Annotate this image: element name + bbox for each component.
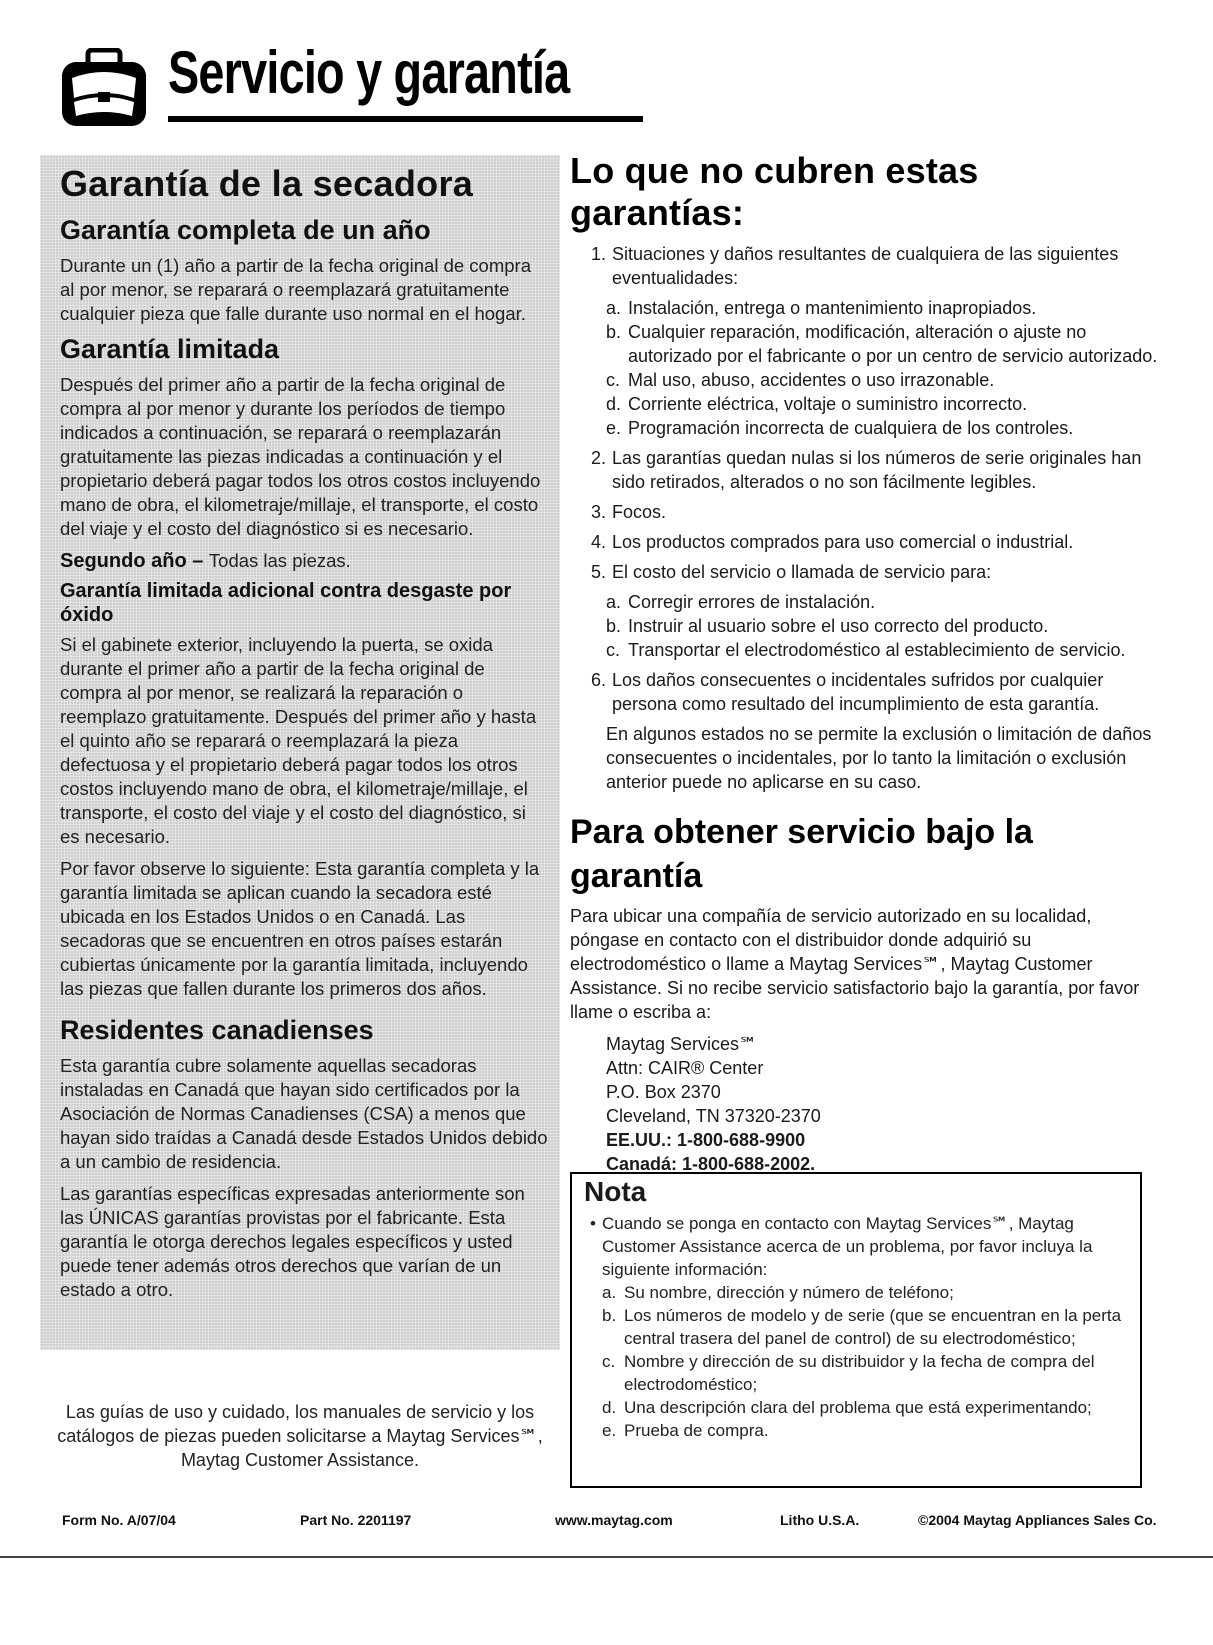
sub-letter: e.	[606, 418, 622, 438]
list-text: Los productos comprados para uso comercial o industrial.	[612, 532, 1074, 552]
sub-text: Instruir al usuario sobre el uso correcto del producto.	[628, 616, 1049, 636]
website-link[interactable]: www.maytag.com	[555, 1512, 673, 1528]
nota-letter: c.	[602, 1352, 616, 1371]
dryer-warranty-heading: Garantía de la secadora	[60, 163, 474, 204]
part-number: Part No. 2201197	[300, 1512, 412, 1528]
sub-item	[606, 368, 1160, 392]
sub-item	[606, 320, 1160, 368]
list-item	[570, 500, 1160, 524]
nota-heading: Nota	[584, 1176, 647, 1207]
nota-letter: d.	[602, 1398, 617, 1417]
list-text: Los daños consecuentes o incidentales sufridos por cualquier persona como resultado del incumplimiento de esta garantía.	[612, 670, 1104, 714]
sub-item	[606, 416, 1160, 440]
list-number: 3.	[590, 502, 606, 522]
nota-text: Prueba de compra.	[624, 1421, 769, 1440]
list-number: 4.	[590, 532, 606, 552]
list-item	[570, 530, 1160, 554]
obtain-service-text: Para ubicar una compañía de servicio autorizado en su localidad, póngase en contacto con el distribuidor donde adquirió su electrodoméstico o llame a Maytag Services℠, Maytag Customer Assistance. Si no recibe servicio satisfactorio bajo la garantía, por favor llame o escriba a:	[570, 906, 1140, 1022]
sub-text: Mal uso, abuso, accidentes o uso irrazonable.	[628, 370, 995, 390]
nota-bullet-text: Cuando se ponga en contacto con Maytag Services℠, Maytag Customer Assistance acerca de un problema, por favor incluya la siguiente información:	[602, 1214, 1093, 1279]
title-underline	[168, 116, 643, 122]
sub-text: Corregir errores de instalación.	[628, 592, 876, 612]
bottom-rule	[0, 1556, 1213, 1558]
state-exclusion-note: En algunos estados no se permite la exclusión o limitación de daños consecuentes o incidentales, por lo tanto la limitación o exclusión anterior puede no aplicarse en su caso.	[606, 724, 1152, 792]
nota-item	[602, 1396, 1126, 1419]
sub-text: Transportar el electrodoméstico al establecimiento de servicio.	[628, 640, 1126, 660]
copyright: ©2004 Maytag Appliances Sales Co.	[918, 1512, 1157, 1528]
list-number: 5.	[590, 562, 606, 582]
sub-letter: b.	[606, 616, 622, 636]
sub-text: Programación incorrecta de cualquiera de los controles.	[628, 418, 1074, 438]
canadian-residents-text: Esta garantía cubre solamente aquellas secadoras instaladas en Canadá que hayan sido certificados por la Asociación de Normas Canadienses (CSA) a menos que hayan sido traídas a Canadá desde Estados Unidos debido a un cambio de residencia.	[60, 1055, 548, 1172]
sub-item	[606, 590, 1160, 614]
sub-text: Corriente eléctrica, voltaje o suministro incorrecto.	[628, 394, 1028, 414]
rust-warranty-heading: Garantía limitada adicional contra desgaste por óxido	[60, 580, 512, 626]
sub-item	[606, 614, 1160, 638]
sub-text: Cualquier reparación, modificación, alteración o ajuste no autorizado por el fabricante o por un centro de servicio autorizado.	[628, 322, 1158, 366]
list-item	[570, 560, 1160, 584]
litho-label: Litho U.S.A.	[780, 1512, 860, 1528]
bullet-icon: •	[590, 1214, 596, 1233]
sub-letter: a.	[606, 592, 622, 612]
limited-warranty-heading: Garantía limitada	[60, 334, 280, 364]
form-number: Form No. A/07/04	[62, 1512, 176, 1528]
nota-letter: a.	[602, 1283, 617, 1302]
not-covered-list	[570, 242, 1160, 794]
list-number: 1.	[590, 244, 606, 264]
sub-letter: c.	[606, 370, 621, 390]
address-line: P.O. Box 2370	[606, 1082, 721, 1102]
sub-item	[606, 296, 1160, 320]
nota-item	[602, 1350, 1126, 1396]
list-number: 2.	[590, 448, 606, 468]
list-text: Focos.	[612, 502, 667, 522]
full-warranty-heading: Garantía completa de un año	[60, 215, 431, 245]
sub-letter: d.	[606, 394, 622, 414]
sub-item	[606, 392, 1160, 416]
nota-item	[602, 1304, 1126, 1350]
canada-phone: Canadá: 1-800-688-2002.	[606, 1154, 816, 1174]
nota-item	[602, 1281, 1126, 1304]
address-line: Attn: CAIR® Center	[606, 1058, 764, 1078]
sub-text: Instalación, entrega o mantenimiento inapropiados.	[628, 298, 1037, 318]
right-column	[570, 150, 1160, 1176]
nota-letter: b.	[602, 1306, 617, 1325]
list-number: 6.	[590, 670, 606, 690]
nota-text: Su nombre, dirección y número de teléfono;	[624, 1283, 954, 1302]
nota-text: Los números de modelo y de serie (que se encuentran en la perta central trasera del panel de control) de su electrodoméstico;	[624, 1306, 1122, 1348]
toolbox-icon	[58, 48, 150, 128]
address-line: Cleveland, TN 37320-2370	[606, 1106, 821, 1126]
dryer-warranty-panel	[40, 155, 560, 1645]
sub-item	[606, 638, 1160, 662]
service-address	[606, 1032, 1160, 1176]
manuals-note	[40, 1400, 560, 1472]
list-text: Situaciones y daños resultantes de cualquiera de las siguientes eventualidades:	[612, 244, 1119, 288]
limited-warranty-text: Después del primer año a partir de la fecha original de compra al por menor y durante los períodos de tiempo indicados a continuación, se reparará o reemplazarán gratuitamente las piezas indicadas a continuación y el propietario deberá pagar todos los otros costos incluyendo mano de obra, el kilometraje/millaje, el transporte, el costo del viaje y el costo del diagnóstico si es necesario.	[60, 374, 541, 539]
address-line: Maytag Services℠	[606, 1034, 758, 1054]
specific-warranties-text: Las garantías específicas expresadas anteriormente son las ÚNICAS garantías provistas por el fabricante. Esta garantía le otorga derechos legales específicos y usted puede tener además otros derechos que varían de un estado a otro.	[60, 1183, 525, 1300]
manuals-note-line: Maytag Customer Assistance.	[180, 1450, 420, 1470]
second-year-label: Segundo año –	[60, 550, 204, 572]
list-item	[570, 446, 1160, 494]
obtain-service-heading: Para obtener servicio bajo la garantía	[570, 813, 1033, 895]
list-text: El costo del servicio o llamada de servicio para:	[612, 562, 992, 582]
canadian-residents-heading: Residentes canadienses	[60, 1015, 374, 1045]
full-warranty-text: Durante un (1) año a partir de la fecha original de compra al por menor, se reparará o reemplazará gratuitamente cualquier pieza que falle durante uso normal en el hogar.	[60, 255, 531, 324]
second-year-text: Todas las piezas.	[208, 550, 351, 571]
nota-box	[570, 1172, 1142, 1488]
us-phone: EE.UU.: 1-800-688-9900	[606, 1130, 806, 1150]
second-year-line	[60, 549, 548, 573]
rust-warranty-text: Si el gabinete exterior, incluyendo la puerta, se oxida durante el primer año a partir de la fecha original de compra al por menor, se realizará la reparación o reemplazo gratuitamente. Después del primer año y hasta el quinto año se reparará o reemplazará la pieza defectuosa y el propietario deberá pagar todos los otros costos incluyendo mano de obra, el kilometraje/millaje, el transporte, el costo del viaje y el costo del diagnóstico, si es necesario.	[60, 634, 537, 847]
manuals-note-line: catálogos de piezas pueden solicitarse a Maytag Services℠,	[57, 1426, 543, 1446]
nota-item	[602, 1419, 1126, 1442]
nota-bullet	[590, 1212, 1126, 1281]
list-item	[570, 242, 1160, 290]
sub-letter: b.	[606, 322, 622, 342]
list-item	[570, 668, 1160, 716]
sub-letter: a.	[606, 298, 622, 318]
manuals-note-line: Las guías de uso y cuidado, los manuales de servicio y los	[65, 1402, 535, 1422]
nota-text: Una descripción clara del problema que está experimentando;	[624, 1398, 1092, 1417]
list-text: Las garantías quedan nulas si los números de serie originales han sido retirados, alterados o no son fácilmente legibles.	[612, 448, 1142, 492]
nota-text: Nombre y dirección de su distribuidor y la fecha de compra del electrodoméstico;	[624, 1352, 1095, 1394]
sub-letter: c.	[606, 640, 621, 660]
coverage-note-text: Por favor observe lo siguiente: Esta garantía completa y la garantía limitada se aplican cuando la secadora esté ubicada en los Estados Unidos o en Canadá. Las secadoras que se encuentren en otros países estarán cubiertas únicamente por la garantía limitada, incluyendo las piezas que fallen durante los primeros dos años.	[60, 858, 540, 999]
not-covered-heading: Lo que no cubren estas garantías:	[570, 150, 979, 233]
nota-letter: e.	[602, 1421, 617, 1440]
page-title: Servicio y garantía	[168, 39, 570, 106]
page-header	[58, 38, 598, 128]
